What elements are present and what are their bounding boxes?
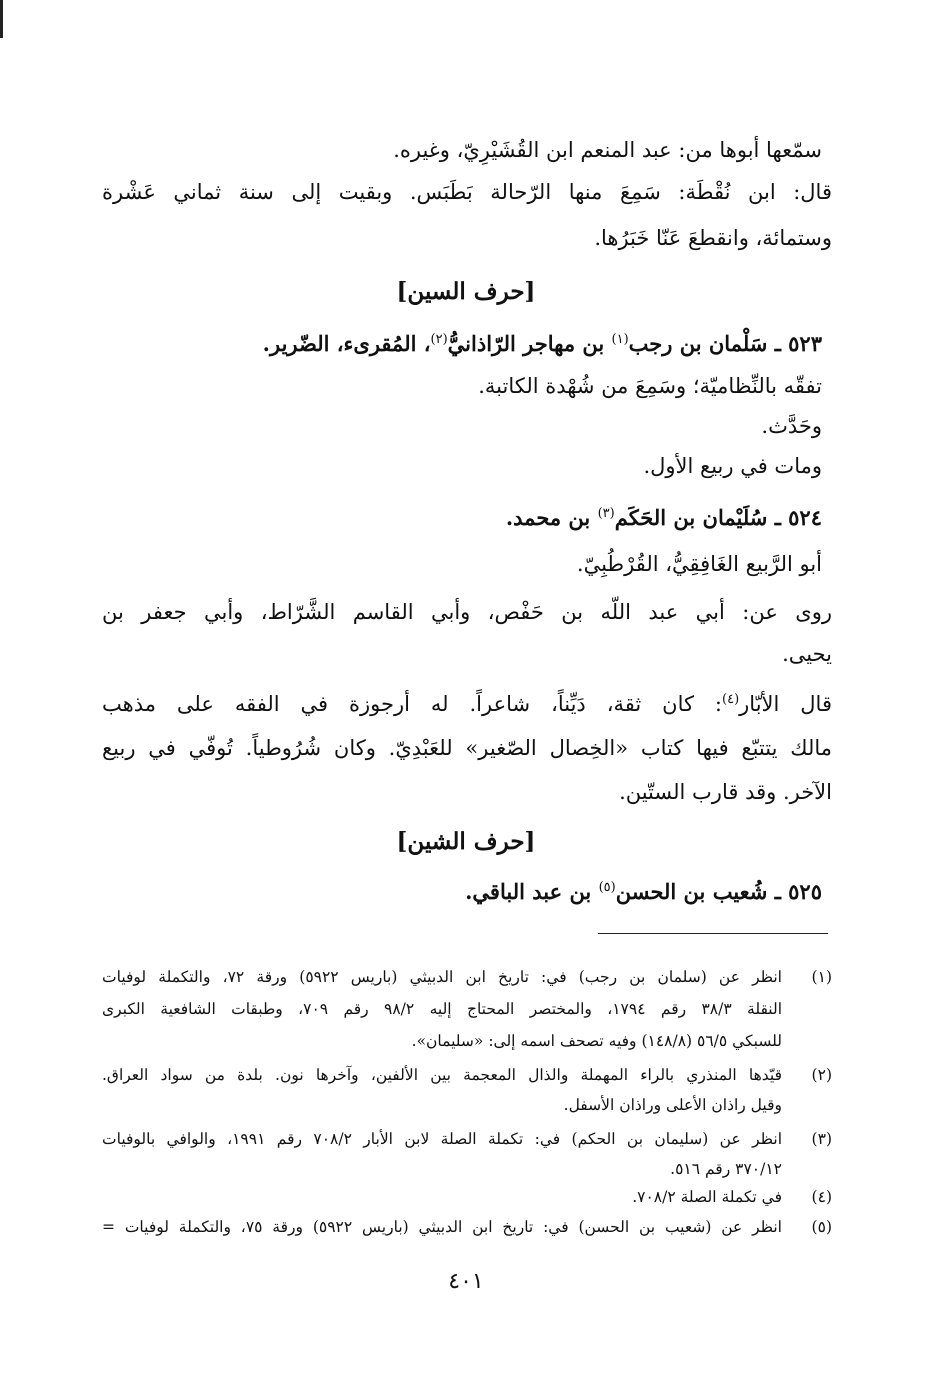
footnote-separator — [598, 933, 828, 934]
text-line: يحيى. — [782, 642, 832, 666]
footnote-line: النقلة ٣٨/٣ رقم ١٧٩٤، والمختصر المحتاج إليه ٩٨/٢ رقم ٧٠٩، وطبقات الشافعية الكبرى — [102, 1000, 782, 1018]
entry-523-lineage: بن مهاجر الرّاذانيُّ — [447, 331, 612, 356]
entry-524-heading — [506, 498, 822, 538]
entry-524-name: ٥٢٤ ـ سُلَيْمان بن الحَكَم — [614, 505, 822, 530]
text-line: الآخر. وقد قارب الستّين. — [619, 780, 832, 804]
text-line: روى عن: أبي عبد اللّه بن حَفْص، وأبي القاسم الشَّرّاط، وأبي جعفر بن — [102, 600, 832, 624]
entry-525-name: ٥٢٥ ـ شُعيب بن الحسن — [615, 879, 822, 904]
text-line: مالك يتتبّع فيها كتاب «الخِصال الصّغير» للعَبْدِيّ. وكان شُرُوطياً. تُوفّي في ربيع — [102, 736, 832, 760]
text-line: سمّعها أبوها من: عبد المنعم ابن القُشَيْرِيّ، وغيره. — [393, 138, 822, 162]
footnote-number: (٥) — [811, 1218, 832, 1236]
text-line: وستمائة، وانقطعَ عَنّا خَبَرُها. — [594, 226, 832, 250]
footnote-line: وقيل راذان الأعلى وراذان الأسفل. — [563, 1096, 782, 1114]
scan-edge-mark — [0, 0, 3, 38]
footnote-line: للسبكي ٥٦/٥ (١٤٨/٨) وفيه تصحف اسمه إلى: «سليمان». — [411, 1032, 782, 1050]
footnote-ref-4: (٤) — [722, 692, 740, 707]
footnote-line: في تكملة الصلة ٧٠٨/٢. — [632, 1188, 782, 1206]
footnote-line: انظر عن (سلمان بن رجب) في: تاريخ ابن الدبيثي (باريس ٥٩٢٢) ورقة ٧٢، والتكملة لوفيات — [102, 968, 782, 986]
footnote-number: (٤) — [811, 1188, 832, 1206]
footnote-number: (٢) — [811, 1066, 832, 1084]
entry-523-name: ٥٢٣ ـ سَلْمان بن رجب — [628, 331, 822, 356]
footnote-number: (١) — [811, 968, 832, 986]
page-number: ٤٠١ — [448, 1269, 484, 1294]
entry-525-lineage: بن عبد الباقي. — [465, 879, 599, 904]
footnote-line: ٣٧٠/١٢ رقم ٥١٦. — [670, 1160, 782, 1178]
footnote-number: (٣) — [811, 1130, 832, 1148]
text-fragment: : كان ثقة، دَيِّناً، شاعراً. له أرجوزة في الفقه على مذهب — [102, 692, 723, 716]
section-heading-shin: [حرف الشين] — [396, 828, 536, 855]
footnote-ref-2: (٢) — [430, 332, 448, 347]
text-fragment: قال الأبّار — [739, 692, 832, 716]
entry-524-lineage: بن محمد. — [505, 505, 598, 530]
footnote-line: انظر عن (سليمان بن الحكم) في: تكملة الصلة لابن الأبار ٧٠٨/٢ رقم ١٩٩١، والوافي بالوفيات — [102, 1130, 782, 1148]
entry-525-heading — [465, 872, 822, 912]
text-line: أبو الرَّبيع الغَافِقِيُّ، القُرْطُبِيّ. — [576, 552, 822, 576]
text-line: ومات في ربيع الأول. — [643, 454, 822, 478]
text-line: وحَدَّث. — [761, 414, 822, 438]
footnote-ref-1: (١) — [611, 332, 629, 347]
section-heading-sin: [حرف السين] — [396, 278, 536, 305]
entry-523-titles: ، المُقرىء، الضّرير. — [262, 331, 431, 356]
text-line: قال: ابن نُقْطَة: سَمِعَ منها الرّحالة بَطَبَس. وبقيت إلى سنة ثماني عَشْرة — [102, 180, 832, 204]
footnote-ref-3: (٣) — [597, 506, 615, 521]
footnote-line: قيّدها المنذري بالراء المهملة والذال المعجمة بين الألفين، وآخرها نون. بلدة من سواد العراق. — [102, 1066, 782, 1084]
entry-523-heading — [263, 324, 822, 364]
text-line — [102, 684, 832, 724]
footnote-line: انظر عن (شعيب بن الحسن) في: تاريخ ابن الدبيثي (باريس ٥٩٢٢) ورقة ٧٥، والتكملة لوفيات = — [102, 1218, 782, 1236]
text-line: تفقّه بالنِّظاميّة؛ وسَمِعَ من شُهْدة الكاتبة. — [478, 374, 822, 398]
footnote-ref-5: (٥) — [598, 880, 616, 895]
